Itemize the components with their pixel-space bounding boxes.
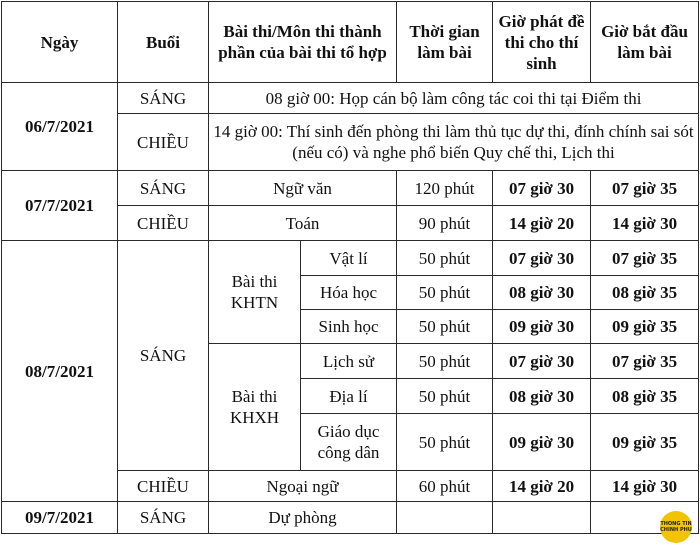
duration-cell: 50 phút — [397, 310, 493, 344]
hand-out-time-cell: 14 giờ 20 — [493, 471, 591, 502]
start-time-cell: 14 giờ 30 — [591, 471, 699, 502]
hand-out-time-cell: 07 giờ 30 — [493, 344, 591, 379]
start-time-cell: 09 giờ 35 — [591, 310, 699, 344]
duration-cell: 50 phút — [397, 276, 493, 310]
logo-line-1: THONG TIN — [660, 521, 692, 527]
subject-cell: Dự phòng — [209, 502, 397, 534]
date-09-7: 09/7/2021 — [2, 502, 118, 534]
hand-out-time-cell: 07 giờ 30 — [493, 241, 591, 276]
hand-out-time-cell — [493, 502, 591, 534]
subject-cell: Sinh học — [301, 310, 397, 344]
start-time-cell: 08 giờ 35 — [591, 379, 699, 414]
subject-cell: Lịch sử — [301, 344, 397, 379]
session-afternoon: CHIỀU — [118, 114, 209, 171]
session-afternoon: CHIỀU — [118, 471, 209, 502]
duration-cell — [397, 502, 493, 534]
session-morning: SÁNG — [118, 502, 209, 534]
duration-cell: 60 phút — [397, 471, 493, 502]
date-08-7: 08/7/2021 — [2, 241, 118, 502]
header-row — [2, 2, 699, 83]
session-morning: SÁNG — [118, 83, 209, 114]
subject-cell: Ngoại ngữ — [209, 471, 397, 502]
date-07-7: 07/7/2021 — [2, 171, 118, 241]
table-row — [2, 171, 699, 206]
logo-line-2: CHINH PHU — [660, 527, 692, 533]
subject-cell: Địa lí — [301, 379, 397, 414]
start-time-cell: 09 giờ 35 — [591, 414, 699, 471]
start-time-cell: 07 giờ 35 — [591, 241, 699, 276]
subject-cell: Hóa học — [301, 276, 397, 310]
session-afternoon: CHIỀU — [118, 206, 209, 241]
hand-out-time-cell: 09 giờ 30 — [493, 414, 591, 471]
duration-cell: 50 phút — [397, 241, 493, 276]
start-time-cell: 14 giờ 30 — [591, 206, 699, 241]
subject-cell: Vật lí — [301, 241, 397, 276]
duration-cell: 120 phút — [397, 171, 493, 206]
subject-cell: Toán — [209, 206, 397, 241]
session-morning: SÁNG — [118, 171, 209, 206]
header-session: Buổi — [118, 2, 209, 83]
header-duration: Thời gian làm bài — [397, 2, 493, 83]
header-hand-out-time: Giờ phát đề thi cho thí sinh — [493, 2, 591, 83]
exam-schedule-table — [1, 1, 699, 534]
subject-cell: Ngữ văn — [209, 171, 397, 206]
session-morning: SÁNG — [118, 241, 209, 471]
publisher-logo — [660, 511, 692, 543]
table-row — [2, 241, 699, 276]
header-day: Ngày — [2, 2, 118, 83]
start-time-cell: 07 giờ 35 — [591, 344, 699, 379]
duration-cell: 50 phút — [397, 379, 493, 414]
start-time-cell: 08 giờ 35 — [591, 276, 699, 310]
table-row — [2, 83, 699, 114]
hand-out-time-cell: 08 giờ 30 — [493, 276, 591, 310]
duration-cell: 50 phút — [397, 344, 493, 379]
start-time-cell: 07 giờ 35 — [591, 171, 699, 206]
group-khtn: Bài thi KHTN — [209, 241, 301, 344]
table-row — [2, 502, 699, 534]
hand-out-time-cell: 07 giờ 30 — [493, 171, 591, 206]
date-06-7: 06/7/2021 — [2, 83, 118, 171]
meeting-note: 08 giờ 00: Họp cán bộ làm công tác coi thi tại Điểm thi — [209, 83, 699, 114]
header-subject: Bài thi/Môn thi thành phần của bài thi tổ hợp — [209, 2, 397, 83]
duration-cell: 50 phút — [397, 414, 493, 471]
hand-out-time-cell: 09 giờ 30 — [493, 310, 591, 344]
header-start-time: Giờ bắt đầu làm bài — [591, 2, 699, 83]
subject-cell: Giáo dục công dân — [301, 414, 397, 471]
duration-cell: 90 phút — [397, 206, 493, 241]
check-in-note: 14 giờ 00: Thí sinh đến phòng thi làm thủ tục dự thi, đính chính sai sót (nếu có) và nghe phổ biến Quy chế thi, Lịch thi — [209, 114, 699, 171]
hand-out-time-cell: 14 giờ 20 — [493, 206, 591, 241]
group-khxh: Bài thi KHXH — [209, 344, 301, 471]
hand-out-time-cell: 08 giờ 30 — [493, 379, 591, 414]
